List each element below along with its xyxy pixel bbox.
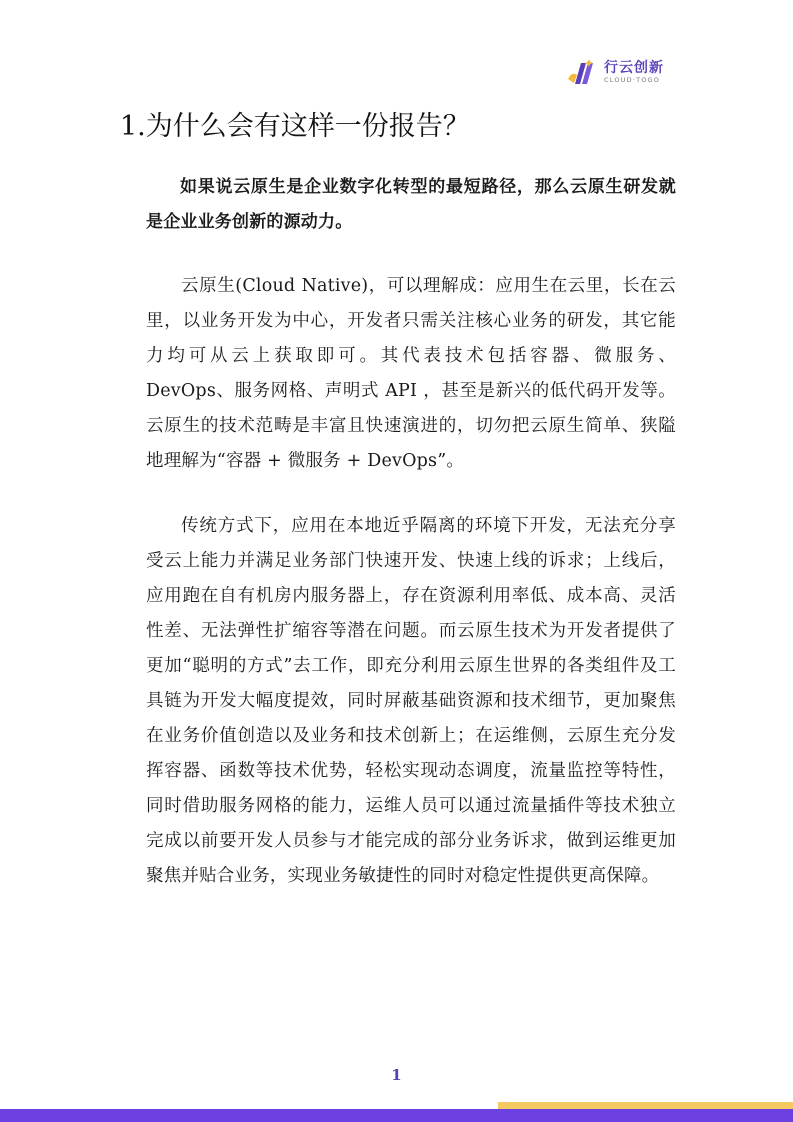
paragraph-cloud-native: 云原生(Cloud Native)，可以理解成：应用生在云里，长在云里，以业务开发为中心，开发者只需关注核心业务的研发，其它能力均可从云上获取即可。其代表技术包括容器、微服务、DevOps、服务网格、声明式 API ，甚至是新兴的低代码开发等。云原生的技术范畴是丰富且快速演进的，切勿把云原生简单、狭隘地理解为“容器 + 微服务 + DevOps”。 <box>146 276 676 471</box>
lead-paragraph: 如果说云原生是企业数字化转型的最短路径，那么云原生研发就是企业业务创新的源动力。 <box>146 177 676 232</box>
section-heading: 1.为什么会有这样一份报告？ <box>120 111 470 142</box>
logo-name: 行云创新 <box>604 60 664 76</box>
logo-mark-icon <box>566 57 602 87</box>
footer-bar <box>0 1109 793 1122</box>
paragraph-traditional: 传统方式下，应用在本地近乎隔离的环境下开发，无法充分享受云上能力并满足业务部门快速开发、快速上线的诉求；上线后，应用跑在自有机房内服务器上，存在资源利用率低、成本高、灵活性差、无法弹性扩缩容等潜在问题。而云原生技术为开发者提供了更加“聪明的方式”去工作，即充分利用云原生世界的各类组件及工具链为开发大幅度提效，同时屏蔽基础资源和技术细节，更加聚焦在业务价值创造以及业务和技术创新上；在运维侧，云原生充分发挥容器、函数等技术优势，轻松实现动态调度，流量监控等特性，同时借助服务网格的能力，运维人员可以通过流量插件等技术独立完成以前要开发人员参与才能完成的部分业务诉求，做到运维更加聚焦并贴合业务，实现业务敏捷性的同时对稳定性提供更高保障。 <box>146 516 676 886</box>
company-logo <box>566 55 676 91</box>
logo-subtitle: CLOUD·TOGO <box>604 76 661 84</box>
body-content <box>146 170 676 894</box>
page-number: 1 <box>391 1066 402 1084</box>
